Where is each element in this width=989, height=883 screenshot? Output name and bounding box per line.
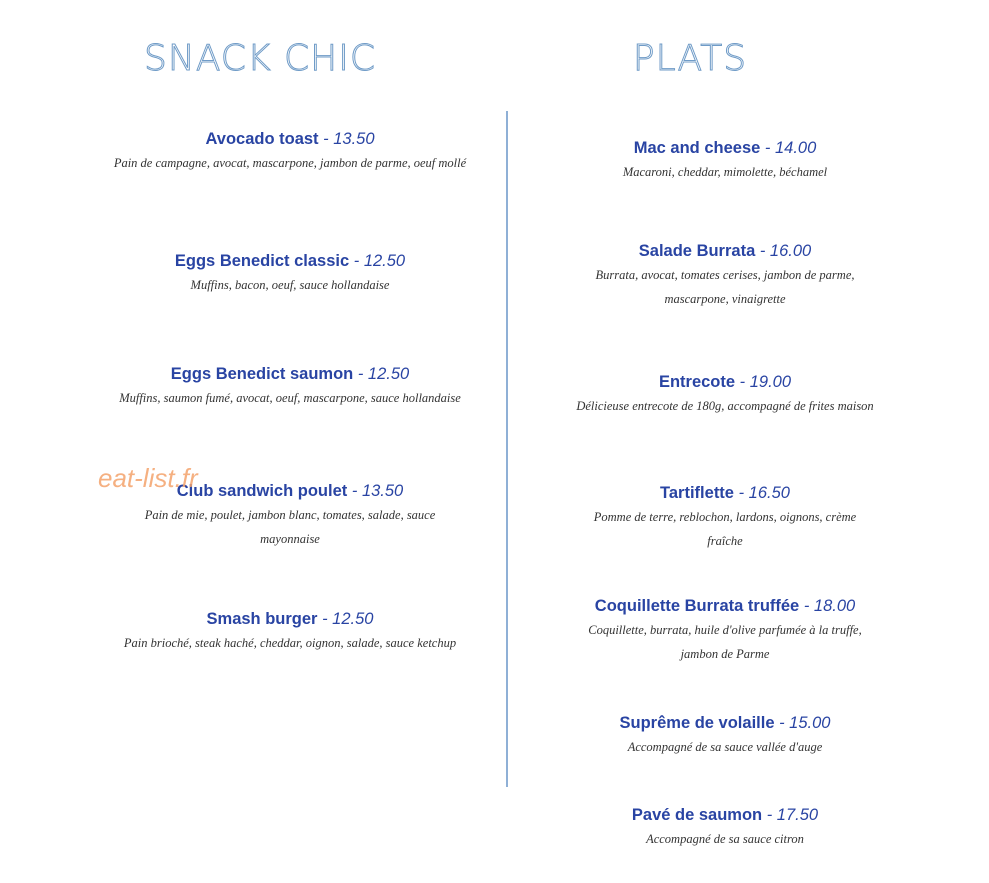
menu-item-mac-and-cheese (565, 137, 885, 184)
item-name-line (80, 363, 500, 385)
item-name: Avocado toast (205, 130, 319, 148)
item-price: 16.50 (748, 484, 790, 502)
item-description: Accompagné de sa sauce vallée d'auge (627, 740, 823, 754)
item-name: Entrecote (658, 373, 736, 391)
item-description: Coquillette, burrata, huile d'olive parfumée à la truffe, jambon de Parme (588, 623, 862, 661)
item-separator: - (318, 130, 334, 148)
item-price: 19.00 (749, 373, 792, 391)
item-name: Tartiflette (660, 484, 734, 502)
item-price: 13.50 (361, 482, 404, 500)
item-description: Muffins, bacon, oeuf, sauce hollandaise (190, 278, 390, 292)
menu-item-coquillette-burrata-truffee (565, 595, 885, 666)
item-name: Pavé de saumon (631, 806, 763, 824)
item-name-line (565, 804, 885, 826)
item-price: 17.50 (776, 806, 819, 824)
item-separator: - (774, 714, 790, 732)
item-price: 12.50 (367, 365, 410, 383)
item-name-line (565, 595, 885, 617)
menu-item-smash-burger (80, 608, 500, 655)
item-name: Coquillette Burrata truffée (594, 597, 800, 615)
item-price: 12.50 (363, 252, 406, 270)
item-description: Pain de campagne, avocat, mascarpone, jambon de parme, oeuf mollé (113, 156, 467, 170)
item-separator: - (353, 365, 368, 383)
item-description: Délicieuse entrecote de 180g, accompagné de frites maison (576, 399, 874, 413)
item-separator: - (762, 806, 777, 824)
section-title-plats: PLATS (632, 38, 748, 79)
item-name-line (565, 371, 885, 393)
item-price: 15.00 (789, 714, 831, 732)
item-separator: - (347, 482, 362, 500)
item-price: 18.00 (813, 597, 856, 615)
menu-item-pave-de-saumon (565, 804, 885, 851)
item-description: Accompagné de sa sauce citron (646, 832, 804, 846)
item-separator: - (755, 242, 770, 260)
item-name: Suprême de volaille (619, 714, 775, 732)
item-description: Macaroni, cheddar, mimolette, béchamel (622, 165, 828, 179)
menu-item-supreme-de-volaille (565, 712, 885, 759)
item-name-line (80, 128, 500, 150)
item-separator: - (799, 597, 814, 615)
menu-item-entrecote (565, 371, 885, 418)
item-name: Club sandwich poulet (176, 482, 348, 500)
column-divider (506, 111, 508, 787)
item-name-line (565, 240, 885, 262)
item-separator: - (317, 610, 333, 628)
item-separator: - (349, 252, 364, 270)
item-separator: - (760, 139, 775, 157)
item-name: Salade Burrata (638, 242, 756, 260)
menu-item-salade-burrata (565, 240, 885, 311)
item-separator: - (733, 484, 749, 502)
item-name: Eggs Benedict classic (174, 252, 350, 270)
menu-item-avocado-toast (80, 128, 500, 175)
item-price: 13.50 (333, 130, 375, 148)
item-price: 14.00 (774, 139, 817, 157)
item-name-line (80, 608, 500, 630)
menu-item-tartiflette (565, 482, 885, 553)
item-name-line (565, 137, 885, 159)
item-name: Smash burger (206, 610, 318, 628)
item-name: Mac and cheese (633, 139, 761, 157)
item-description: Pain de mie, poulet, jambon blanc, tomates, salade, sauce mayonnaise (144, 508, 436, 546)
watermark: eat-list.fr (98, 463, 198, 493)
item-description: Pomme de terre, reblochon, lardons, oignons, crème fraîche (593, 510, 857, 548)
item-description: Muffins, saumon fumé, avocat, oeuf, mascarpone, sauce hollandaise (119, 391, 461, 405)
item-name: Eggs Benedict saumon (170, 365, 354, 383)
item-name-line (565, 712, 885, 734)
item-separator: - (735, 373, 750, 391)
item-price: 16.00 (769, 242, 812, 260)
item-name-line (565, 482, 885, 504)
item-description: Burrata, avocat, tomates cerises, jambon de parme, mascarpone, vinaigrette (595, 268, 855, 306)
section-title-snack-chic: SNACK CHIC (144, 38, 376, 79)
item-description: Pain brioché, steak haché, cheddar, oignon, salade, sauce ketchup (123, 636, 457, 650)
item-price: 12.50 (332, 610, 374, 628)
menu-item-eggs-benedict-classic (80, 250, 500, 297)
menu-item-eggs-benedict-saumon (80, 363, 500, 410)
item-name-line (80, 250, 500, 272)
